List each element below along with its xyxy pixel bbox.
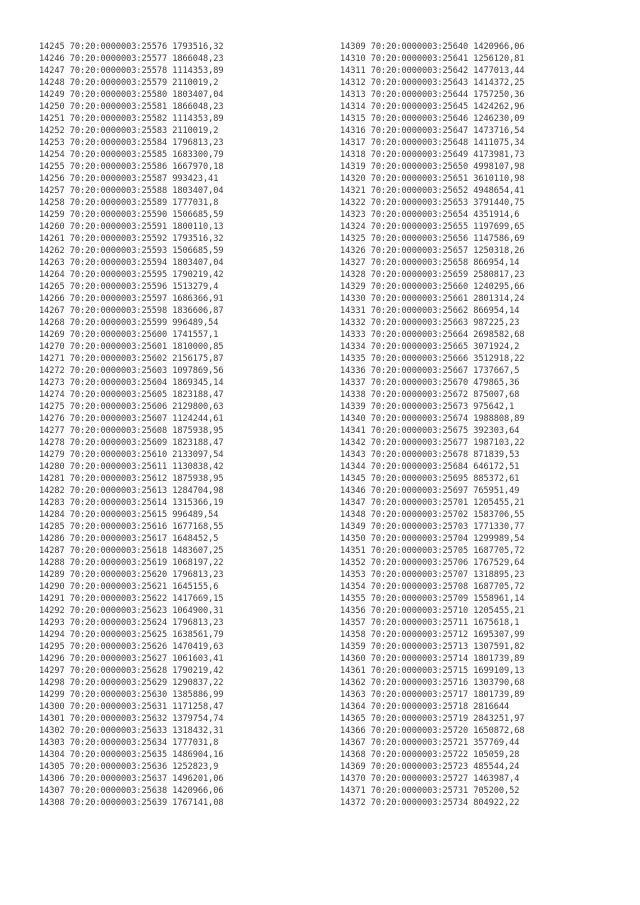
table-row: 14251 70:20:0000003:25582 1114353,89 <box>39 114 224 124</box>
table-row: 14337 70:20:0000003:25670 479865,36 <box>340 378 520 388</box>
table-row: 14326 70:20:0000003:25657 1250318,26 <box>340 246 525 256</box>
table-row: 14266 70:20:0000003:25597 1686366,91 <box>39 294 224 304</box>
table-row: 14265 70:20:0000003:25596 1513279,4 <box>39 282 219 292</box>
left-column <box>39 41 223 809</box>
table-row: 14271 70:20:0000003:25602 2156175,87 <box>39 354 224 364</box>
table-row: 14281 70:20:0000003:25612 1875938,95 <box>39 474 224 484</box>
table-row: 14324 70:20:0000003:25655 1197699,65 <box>340 222 525 232</box>
table-row: 14275 70:20:0000003:25606 2129800,63 <box>39 402 224 412</box>
table-row: 14322 70:20:0000003:25653 3791440,75 <box>340 198 525 208</box>
table-row: 14307 70:20:0000003:25638 1420966,06 <box>39 786 224 796</box>
table-row: 14340 70:20:0000003:25674 1988808,89 <box>340 414 525 424</box>
table-row: 14252 70:20:0000003:25583 2110019,2 <box>39 126 219 136</box>
table-row: 14345 70:20:0000003:25695 885372,61 <box>340 474 520 484</box>
table-row: 14363 70:20:0000003:25717 1801739,89 <box>340 690 525 700</box>
table-row: 14318 70:20:0000003:25649 4173981,73 <box>340 150 525 160</box>
table-row: 14304 70:20:0000003:25635 1486904,16 <box>39 750 224 760</box>
table-row: 14351 70:20:0000003:25705 1687705,72 <box>340 546 525 556</box>
table-row: 14346 70:20:0000003:25697 765951,49 <box>340 486 520 496</box>
table-row: 14333 70:20:0000003:25664 2698582,68 <box>340 330 525 340</box>
table-row: 14273 70:20:0000003:25604 1869345,14 <box>39 378 224 388</box>
table-row: 14319 70:20:0000003:25650 4998107,98 <box>340 162 525 172</box>
table-row: 14330 70:20:0000003:25661 2801314,24 <box>340 294 525 304</box>
table-row: 14313 70:20:0000003:25644 1757250,36 <box>340 90 525 100</box>
table-row: 14248 70:20:0000003:25579 2110019,2 <box>39 78 219 88</box>
table-row: 14338 70:20:0000003:25672 875007,68 <box>340 390 520 400</box>
table-row: 14362 70:20:0000003:25716 1303790,68 <box>340 678 525 688</box>
table-row: 14245 70:20:0000003:25576 1793516,32 <box>39 42 224 52</box>
table-row: 14327 70:20:0000003:25658 866954,14 <box>340 258 520 268</box>
table-row: 14262 70:20:0000003:25593 1506685,59 <box>39 246 224 256</box>
table-row: 14352 70:20:0000003:25706 1767529,64 <box>340 558 525 568</box>
table-row: 14336 70:20:0000003:25667 1737667,5 <box>340 366 520 376</box>
table-row: 14312 70:20:0000003:25643 1414372,25 <box>340 78 525 88</box>
table-row: 14290 70:20:0000003:25621 1645155,6 <box>39 582 219 592</box>
table-row: 14359 70:20:0000003:25713 1307591,82 <box>340 642 525 652</box>
table-row: 14291 70:20:0000003:25622 1417669,15 <box>39 594 224 604</box>
table-row: 14323 70:20:0000003:25654 4351914,6 <box>340 210 520 220</box>
table-row: 14306 70:20:0000003:25637 1496201,06 <box>39 774 224 784</box>
table-row: 14277 70:20:0000003:25608 1875938,95 <box>39 426 224 436</box>
table-row: 14287 70:20:0000003:25618 1483607,25 <box>39 546 224 556</box>
table-row: 14288 70:20:0000003:25619 1068197,22 <box>39 558 224 568</box>
table-row: 14295 70:20:0000003:25626 1470419,63 <box>39 642 224 652</box>
table-row: 14341 70:20:0000003:25675 392303,64 <box>340 426 520 436</box>
table-row: 14310 70:20:0000003:25641 1256120,81 <box>340 54 525 64</box>
table-row: 14276 70:20:0000003:25607 1124244,61 <box>39 414 224 424</box>
table-row: 14355 70:20:0000003:25709 1558961,14 <box>340 594 525 604</box>
table-row: 14329 70:20:0000003:25660 1240295,66 <box>340 282 525 292</box>
table-row: 14300 70:20:0000003:25631 1171258,47 <box>39 702 224 712</box>
table-row: 14257 70:20:0000003:25588 1803407,04 <box>39 186 224 196</box>
table-row: 14344 70:20:0000003:25684 646172,51 <box>340 462 520 472</box>
table-row: 14365 70:20:0000003:25719 2843251,97 <box>340 714 525 724</box>
table-row: 14343 70:20:0000003:25678 871839,53 <box>340 450 520 460</box>
table-row: 14366 70:20:0000003:25720 1650872,68 <box>340 726 525 736</box>
table-row: 14254 70:20:0000003:25585 1683300,79 <box>39 150 224 160</box>
table-row: 14369 70:20:0000003:25723 485544,24 <box>340 762 520 772</box>
table-row: 14348 70:20:0000003:25702 1583706,55 <box>340 510 525 520</box>
table-row: 14361 70:20:0000003:25715 1699109,13 <box>340 666 525 676</box>
table-row: 14314 70:20:0000003:25645 1424262,96 <box>340 102 525 112</box>
table-row: 14260 70:20:0000003:25591 1800110,13 <box>39 222 224 232</box>
table-row: 14339 70:20:0000003:25673 975642,1 <box>340 402 515 412</box>
table-row: 14317 70:20:0000003:25648 1411075,34 <box>340 138 525 148</box>
table-row: 14334 70:20:0000003:25665 3071924,2 <box>340 342 520 352</box>
table-row: 14303 70:20:0000003:25634 1777031,8 <box>39 738 219 748</box>
table-row: 14354 70:20:0000003:25708 1687705,72 <box>340 582 525 592</box>
table-row: 14308 70:20:0000003:25639 1767141,08 <box>39 798 224 808</box>
table-row: 14274 70:20:0000003:25605 1823188,47 <box>39 390 224 400</box>
table-row: 14268 70:20:0000003:25599 996489,54 <box>39 318 219 328</box>
table-row: 14284 70:20:0000003:25615 996489,54 <box>39 510 219 520</box>
table-row: 14316 70:20:0000003:25647 1473716,54 <box>340 126 525 136</box>
table-row: 14297 70:20:0000003:25628 1790219,42 <box>39 666 224 676</box>
table-row: 14282 70:20:0000003:25613 1284704,98 <box>39 486 224 496</box>
table-row: 14247 70:20:0000003:25578 1114353,89 <box>39 66 224 76</box>
table-row: 14258 70:20:0000003:25589 1777031,8 <box>39 198 219 208</box>
table-row: 14267 70:20:0000003:25598 1836606,87 <box>39 306 224 316</box>
table-row: 14264 70:20:0000003:25595 1790219,42 <box>39 270 224 280</box>
table-row: 14349 70:20:0000003:25703 1771330,77 <box>340 522 525 532</box>
table-row: 14261 70:20:0000003:25592 1793516,32 <box>39 234 224 244</box>
table-row: 14321 70:20:0000003:25652 4948654,41 <box>340 186 525 196</box>
table-row: 14278 70:20:0000003:25609 1823188,47 <box>39 438 224 448</box>
table-row: 14353 70:20:0000003:25707 1318895,23 <box>340 570 525 580</box>
right-column <box>340 41 524 809</box>
table-row: 14335 70:20:0000003:25666 3512918,22 <box>340 354 525 364</box>
table-row: 14311 70:20:0000003:25642 1477013,44 <box>340 66 525 76</box>
table-row: 14292 70:20:0000003:25623 1064900,31 <box>39 606 224 616</box>
table-row: 14246 70:20:0000003:25577 1866048,23 <box>39 54 224 64</box>
table-row: 14285 70:20:0000003:25616 1677168,55 <box>39 522 224 532</box>
table-row: 14280 70:20:0000003:25611 1130838,42 <box>39 462 224 472</box>
table-row: 14272 70:20:0000003:25603 1097869,56 <box>39 366 224 376</box>
table-row: 14371 70:20:0000003:25731 705200,52 <box>340 786 520 796</box>
table-row: 14269 70:20:0000003:25600 1741557,1 <box>39 330 219 340</box>
table-row: 14315 70:20:0000003:25646 1246230,09 <box>340 114 525 124</box>
table-row: 14255 70:20:0000003:25586 1667970,18 <box>39 162 224 172</box>
table-row: 14301 70:20:0000003:25632 1379754,74 <box>39 714 224 724</box>
table-row: 14325 70:20:0000003:25656 1147586,69 <box>340 234 525 244</box>
table-row: 14358 70:20:0000003:25712 1695307,99 <box>340 630 525 640</box>
table-row: 14368 70:20:0000003:25722 105059,28 <box>340 750 520 760</box>
table-row: 14357 70:20:0000003:25711 1675618,1 <box>340 618 520 628</box>
table-row: 14256 70:20:0000003:25587 993423,41 <box>39 174 219 184</box>
table-row: 14293 70:20:0000003:25624 1796813,23 <box>39 618 224 628</box>
table-row: 14360 70:20:0000003:25714 1801739,89 <box>340 654 525 664</box>
table-row: 14370 70:20:0000003:25727 1463987,4 <box>340 774 520 784</box>
table-row: 14350 70:20:0000003:25704 1299989,54 <box>340 534 525 544</box>
table-row: 14332 70:20:0000003:25663 987225,23 <box>340 318 520 328</box>
table-row: 14270 70:20:0000003:25601 1810000,85 <box>39 342 224 352</box>
table-row: 14342 70:20:0000003:25677 1987103,22 <box>340 438 525 448</box>
table-row: 14367 70:20:0000003:25721 357769,44 <box>340 738 520 748</box>
table-row: 14372 70:20:0000003:25734 804922,22 <box>340 798 520 808</box>
table-row: 14259 70:20:0000003:25590 1506685,59 <box>39 210 224 220</box>
table-row: 14356 70:20:0000003:25710 1205455,21 <box>340 606 525 616</box>
table-row: 14305 70:20:0000003:25636 1252823,9 <box>39 762 219 772</box>
table-row: 14263 70:20:0000003:25594 1803407,04 <box>39 258 224 268</box>
table-row: 14328 70:20:0000003:25659 2580817,23 <box>340 270 525 280</box>
table-row: 14286 70:20:0000003:25617 1648452,5 <box>39 534 219 544</box>
table-row: 14250 70:20:0000003:25581 1866048,23 <box>39 102 224 112</box>
table-row: 14320 70:20:0000003:25651 3610110,98 <box>340 174 525 184</box>
table-row: 14294 70:20:0000003:25625 1638561,79 <box>39 630 224 640</box>
table-row: 14298 70:20:0000003:25629 1290837,22 <box>39 678 224 688</box>
table-row: 14253 70:20:0000003:25584 1796813,23 <box>39 138 224 148</box>
table-row: 14331 70:20:0000003:25662 866954,14 <box>340 306 520 316</box>
table-row: 14283 70:20:0000003:25614 1315366,19 <box>39 498 224 508</box>
table-row: 14299 70:20:0000003:25630 1385886,99 <box>39 690 224 700</box>
table-row: 14296 70:20:0000003:25627 1061603,41 <box>39 654 224 664</box>
table-row: 14249 70:20:0000003:25580 1803407,04 <box>39 90 224 100</box>
table-row: 14364 70:20:0000003:25718 2816644 <box>340 702 510 712</box>
table-row: 14289 70:20:0000003:25620 1796813,23 <box>39 570 224 580</box>
table-row: 14309 70:20:0000003:25640 1420966,06 <box>340 42 525 52</box>
table-row: 14302 70:20:0000003:25633 1318432,31 <box>39 726 224 736</box>
table-row: 14279 70:20:0000003:25610 2133097,54 <box>39 450 224 460</box>
table-row: 14347 70:20:0000003:25701 1205455,21 <box>340 498 525 508</box>
